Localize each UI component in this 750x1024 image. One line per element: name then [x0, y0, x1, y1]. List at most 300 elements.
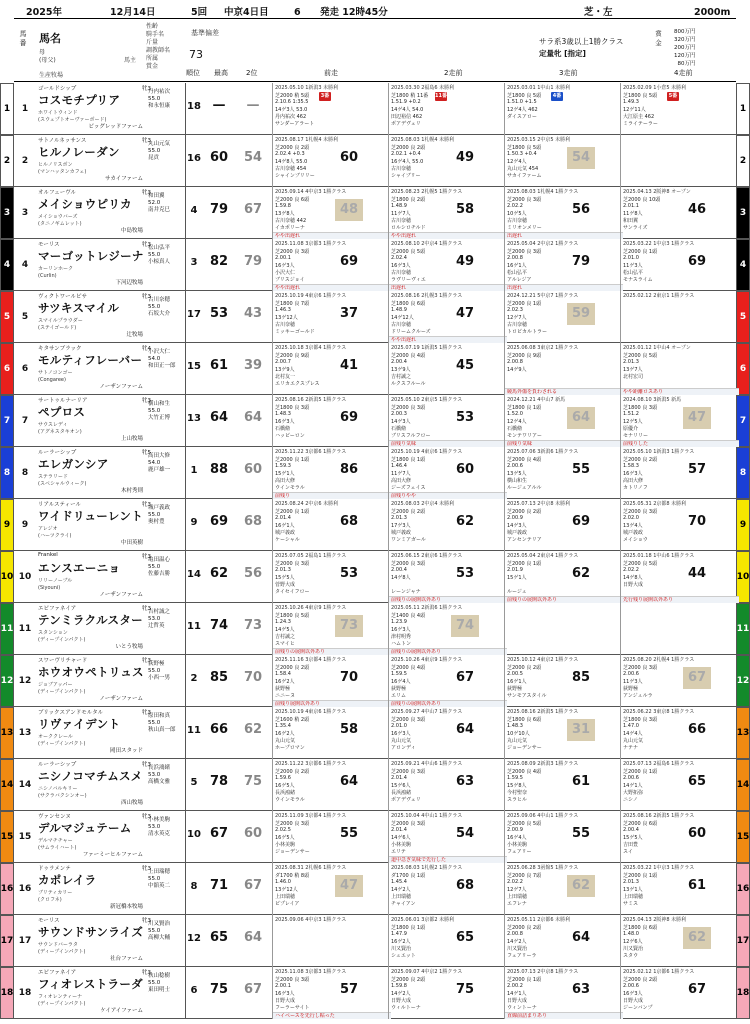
jockey-name: 荻野極: [148, 661, 165, 667]
past-index: 74: [451, 615, 479, 637]
past-winner: ブリスフルフロー: [391, 433, 431, 439]
horse-info: [36, 135, 186, 187]
past-race-2: [388, 395, 506, 447]
horse-name[interactable]: ニシノコマチムスメ: [38, 769, 143, 783]
past-course: 芝2000 良 2頭: [507, 925, 542, 931]
horse-name[interactable]: サツキスマイル: [38, 301, 120, 315]
past-jockey: 古川奈穂: [391, 270, 412, 276]
dam-name: スマイルプラウダー: [38, 318, 83, 324]
past-comment: 直線前詰まりあり: [505, 1012, 623, 1019]
past-index: 62: [455, 514, 475, 529]
past-date: 2025.08.09 2新潟3 1勝クラス: [507, 761, 579, 767]
past-time: 1.45.4: [391, 879, 407, 885]
past-winner: ハッピーロン: [275, 433, 305, 439]
past-date: 2025.05.04 2東京4 1勝クラス: [507, 553, 579, 559]
past-date: 2025.10.04 4中山1 1勝クラス: [391, 813, 463, 819]
horse-name[interactable]: コスモチプリア: [38, 93, 121, 107]
past-course: 芝1800 良 2頭: [391, 197, 426, 203]
race-class: サラ系3歳以上1勝クラス: [539, 37, 624, 46]
best-index: 75: [209, 982, 229, 997]
horse-name[interactable]: メイショウピリカ: [38, 197, 132, 211]
horse-row: [3, 291, 747, 343]
past-gate: 14ゲ2人: [391, 991, 411, 997]
past-jockey: 日野大成: [623, 998, 644, 1004]
past-index: 63: [455, 774, 475, 789]
past-jockey: 城戸義政: [391, 530, 412, 536]
past-gate: 15ゲ8人: [507, 783, 527, 789]
past-race-4: [620, 707, 738, 759]
horse-name[interactable]: ワイドリューレント: [38, 509, 143, 523]
trainer-name: 昆貢: [148, 155, 160, 161]
past-time: 1.59.5: [507, 775, 523, 781]
umaban-right: 10: [736, 551, 750, 603]
past-gate: 16ゲ3人: [275, 263, 295, 269]
dam-name: カーリンホーク: [38, 266, 74, 272]
past-winner: ブリスジョイ: [275, 277, 305, 283]
past-comment: やや出遅れ: [389, 232, 507, 239]
past-winner: モンテワリアー: [507, 433, 542, 439]
carried-weight: 55.0: [148, 148, 161, 154]
past-gate: 15ゲ1人: [275, 471, 295, 477]
past-jockey: 丹内祐次 462: [275, 114, 307, 120]
dam-name: サウンドバーラタ: [38, 942, 78, 948]
race-number: 6: [294, 7, 301, 18]
horse-info: [36, 759, 186, 811]
umaban: 13: [18, 728, 32, 738]
rank-label: 順位: [186, 69, 200, 77]
past-date: 2025.09.07 4中京2 1勝クラス: [391, 969, 463, 975]
trainer-name: 小椋真人: [148, 259, 171, 265]
dam-name: リリーノーブル: [38, 578, 73, 584]
past-jockey: 古川奈穂: [391, 322, 412, 328]
horse-name[interactable]: ホウオウペトリュス: [38, 665, 144, 679]
past-jockey: 吉村誠之: [275, 634, 296, 640]
horse-name[interactable]: リヴァイデント: [38, 717, 121, 731]
sire-name: ブリックスアンドモルタル: [38, 710, 104, 716]
rank-value: 13: [187, 413, 201, 424]
past-gate: 12ゲ7人: [507, 315, 527, 321]
sex-age: 牝3: [142, 138, 151, 144]
second-index: 62: [243, 722, 263, 737]
damsire-name: (マンハッタンカフェ): [38, 169, 87, 175]
col-damsire-label: (母父): [39, 57, 56, 64]
kijun-label: 基準偏差: [191, 29, 219, 37]
horse-name[interactable]: カポレイラ: [38, 873, 97, 887]
past-time: 2.01.3: [275, 567, 291, 573]
breeder-name: いとう牧場: [115, 644, 143, 650]
second-index: 64: [243, 410, 263, 425]
past-race-2: [388, 187, 506, 239]
past-index: 69: [339, 410, 359, 425]
past-gate: 13ゲ9人: [275, 367, 295, 373]
past-gate: 15ゲ5人: [623, 835, 643, 841]
past-winner: ミライテーラー: [623, 121, 658, 127]
jockey-label-affil: 所属: [146, 55, 159, 62]
past-index: 60: [455, 462, 475, 477]
past-index: 68: [455, 878, 475, 893]
horse-info: [36, 551, 186, 603]
horse-name[interactable]: モルティフレーバー: [38, 353, 143, 367]
jockey-block: [148, 141, 186, 162]
horse-name[interactable]: ヒルノレーダン: [38, 145, 120, 159]
past-time: 2.00.1: [275, 255, 291, 261]
horse-name[interactable]: エレガンシア: [38, 457, 109, 471]
past-gate: 14ゲ1人: [623, 783, 643, 789]
col-breeder-label: 生産牧場: [39, 72, 64, 79]
past-time: 1.51.0 +1.5: [507, 99, 537, 105]
past-race-3: [504, 499, 622, 551]
horse-row: [0, 967, 750, 1019]
past-jockey: 松山弘平: [623, 270, 644, 276]
past-index: 46: [687, 202, 707, 217]
past-winner: イカポリーナ: [275, 225, 305, 231]
past-time: 1.48.3: [275, 411, 291, 417]
breeder-name: 中島牧場: [120, 228, 143, 234]
past-jockey: 日野大成: [391, 998, 412, 1004]
past-date: 2025.11.22 3京都6 1勝クラス: [275, 449, 347, 455]
past-race-3: [504, 863, 622, 915]
past-gate: 10ゲ5人: [507, 211, 527, 217]
past-winner: シュエット: [391, 953, 416, 959]
dam-name: アレジオ: [38, 526, 58, 532]
jockey-label-sexage: 性齢: [146, 23, 159, 30]
past-position-badge: 4番: [552, 93, 562, 99]
past-course: 芝2000 良 3頭: [391, 821, 426, 827]
best-index: 65: [209, 930, 229, 945]
rank-value: 3: [190, 257, 198, 268]
past-winner: シャイブリー: [391, 173, 421, 179]
past-time: 1.48.9: [391, 307, 407, 313]
past-race-3: [504, 707, 622, 759]
past-date: 2025.04.13 2阪神8 未勝利: [623, 917, 687, 923]
past-jockey: 城戸義政: [507, 530, 528, 536]
past-course: 芝2000 良 7頭: [507, 873, 542, 879]
sire-name: ゴールドシップ: [38, 86, 77, 92]
umaban-right: 7: [736, 395, 750, 447]
past-time: 2.00.8: [507, 255, 523, 261]
trainer-name: 奥村豊: [148, 519, 165, 525]
past-gate: 14ゲ5人: [275, 627, 295, 633]
past-race-2: [388, 811, 506, 863]
past-course: 芝2000 良 4頭: [507, 769, 542, 775]
past-race-2: [388, 759, 506, 811]
past-winner: サカイファーム: [507, 173, 542, 179]
past-gate: 13ゲ8人: [275, 211, 295, 217]
past-time: 1.58.4: [275, 671, 291, 677]
past-race-3: [504, 915, 622, 967]
past-jockey: 北村友一: [275, 374, 296, 380]
horse-row: [0, 551, 750, 603]
past-index: 85: [571, 670, 591, 685]
prize-list: [674, 28, 696, 68]
past-jockey: 長浜鴻緒: [391, 790, 412, 796]
past-time: 2.02.0: [623, 515, 639, 521]
past-jockey: 丸山元気: [623, 738, 644, 744]
past-winner: タイセイフロー: [275, 589, 310, 595]
horse-row: [0, 915, 750, 967]
past-gate: 15ゲ5人: [275, 575, 295, 581]
past-time: 2.02.4 +0.3: [275, 151, 305, 157]
past-comment: 前残り: [273, 492, 391, 499]
past-course: 芝2000 稍 5頭: [275, 93, 310, 99]
breeder-name: サカイファーム: [105, 176, 143, 182]
second-index: 79: [243, 254, 263, 269]
past-course: 芝1800 良 3頭: [275, 405, 310, 411]
past-race-1: [272, 967, 390, 1019]
past-index: 67: [455, 670, 475, 685]
past-gate: 16ゲ5人: [275, 783, 295, 789]
past-winner: ジョーデンサー: [507, 745, 542, 751]
past-date: 2025.05.31 2京都8 未勝利: [623, 501, 687, 507]
jockey-label-name: 騎手名: [146, 31, 165, 38]
damsire-name: (ディープインパクト): [38, 1001, 86, 1007]
horse-name[interactable]: フィオレストラーダ: [38, 977, 143, 991]
jockey-block: [148, 557, 186, 578]
past-course: 芝2000 良 10頭: [623, 197, 661, 203]
past-gate: 16ゲ2人: [275, 679, 295, 685]
jockey-name: 丸山元気: [148, 141, 171, 147]
horse-row: [3, 343, 747, 395]
past-course: 芝2000 良 4頭: [507, 457, 542, 463]
prize-label: 賞金: [654, 30, 662, 49]
past-gate: 12ゲ4人: [507, 159, 527, 165]
jockey-block: [148, 609, 186, 630]
past-race-3: [504, 655, 622, 707]
umaban-right: 11: [736, 603, 750, 655]
horse-info: [36, 239, 186, 291]
past-course: 芝2000 良 1頭: [623, 249, 658, 255]
past-course: 芝2000 良 5頭: [623, 561, 658, 567]
past-jockey: 北村宏司: [623, 374, 644, 380]
past-jockey: 石橋脩: [507, 426, 523, 432]
horse-info: [36, 291, 186, 343]
dam-name: ヒルノリスボン: [38, 162, 73, 168]
past-time: 1.24.3: [275, 619, 291, 625]
past-comment: 出遅れ: [505, 284, 623, 291]
past-winner: ワンミアガール: [391, 537, 426, 543]
horse-row: [0, 655, 750, 707]
past-time: 1.59.3: [275, 463, 291, 469]
horse-row: [3, 499, 747, 551]
umaban-right: 5: [736, 291, 750, 343]
carried-weight: 53.0: [148, 824, 161, 830]
horse-name[interactable]: エンスエーニョ: [38, 561, 121, 575]
past-course: 芝2000 良 2頭: [391, 977, 426, 983]
past-time: 2.02.4: [391, 255, 407, 261]
past-time: 1.47.9: [391, 931, 407, 937]
past-course: 芝2000 良 1頭: [623, 873, 658, 879]
past-date: 2025.02.12 2東京1 1勝クラス: [623, 293, 695, 299]
past-time: 1.35.4: [275, 723, 291, 729]
umaban-left: 14: [0, 759, 14, 811]
past-date: 2025.08.16 2新潟5 1勝クラス: [275, 397, 347, 403]
sire-name: ルーラーシップ: [38, 762, 77, 768]
sex-age: 牝3: [142, 866, 151, 872]
carried-weight: 55.0: [148, 928, 161, 934]
past-date: 2024.08.10 3新潟5 新馬: [623, 397, 682, 403]
past-course: 芝2000 良 2頭: [507, 509, 542, 515]
damsire-name: (ディープインパクト): [38, 689, 86, 695]
past-gate: 13ゲ1人: [623, 887, 643, 893]
past-jockey: ダイスアロー: [507, 114, 537, 120]
past-winner: ジョーデンサー: [275, 849, 310, 855]
past-race-2: [388, 239, 506, 291]
best-index: 79: [209, 202, 229, 217]
past-date: 2025.01.12 1中山4 オープン: [623, 345, 691, 351]
past-course: 芝2000 良 3頭: [391, 769, 426, 775]
dam-info: [38, 266, 73, 280]
past-jockey: 城戸義政: [275, 530, 296, 536]
past-race-2: [388, 83, 506, 135]
past-winner: アンジュルラ: [623, 693, 653, 699]
umaban-left: 3: [0, 187, 14, 239]
past-race-1: [272, 915, 390, 967]
damsire-name: (サクラバクシンオー): [38, 793, 87, 799]
past-winner: ジーズフェイス: [391, 485, 426, 491]
jockey-name: 亀田温心: [148, 557, 171, 563]
umaban-right: 18: [736, 967, 750, 1019]
umaban-left: 1: [0, 83, 14, 135]
rank-value: 2: [190, 673, 198, 684]
past-comment: 先行残り展開以外あり: [621, 596, 739, 603]
past-jockey: 石橋脩: [275, 426, 291, 432]
umaban-left: 10: [0, 551, 14, 603]
second-index: 68: [243, 514, 263, 529]
past-race-3: [504, 395, 622, 447]
past-jockey: 津村明秀: [391, 634, 412, 640]
past-course: 芝1600 稍 2頭: [275, 717, 310, 723]
horse-name[interactable]: サウンドサンライズ: [38, 925, 144, 939]
rank-value: 17: [187, 309, 201, 320]
past-gate: 16ゲ3人: [391, 263, 411, 269]
past-index: 59: [567, 303, 595, 325]
past-date: 2025.06.15 2東京6 1勝クラス: [391, 553, 463, 559]
past-gate: 13ゲ12人: [275, 887, 298, 893]
past-gate: 14ゲ8人: [623, 575, 643, 581]
horse-name[interactable]: マーゴットレジーナ: [38, 249, 144, 263]
second-index: 60: [243, 826, 263, 841]
jockey-name: 上田瑞穂: [148, 869, 171, 875]
breeder-name: 岡田スタッド: [109, 748, 143, 754]
past-jockey: 上田瑞穂: [275, 894, 296, 900]
past-date: 2025.07.13 2中京8 1勝クラス: [507, 969, 579, 975]
horse-row: [0, 863, 750, 915]
trainer-name: 小西一男: [148, 675, 171, 681]
past-winner: カトリノフ: [623, 485, 648, 491]
umaban: 5: [21, 312, 29, 322]
sex-age: 牝4: [142, 346, 151, 352]
past-gate: 13ゲ5人: [507, 471, 527, 477]
past-winner: ニニーヌ: [275, 693, 296, 699]
past-comment: 前残り気味: [505, 440, 623, 447]
past-race-4: [620, 395, 738, 447]
past-winner: エフレナ: [507, 901, 527, 907]
past-course: 芝2000 良 3頭: [275, 821, 310, 827]
second-index: 39: [243, 358, 263, 373]
second-index: 60: [243, 462, 263, 477]
horse-name[interactable]: ペプロス: [38, 405, 86, 419]
past-winner: モナスライム: [623, 277, 653, 283]
horse-info: [36, 707, 186, 759]
dam-info: [38, 630, 85, 644]
past-course: 芝1800 良 5頭: [623, 93, 658, 99]
past-time: 2.01.9: [507, 567, 523, 573]
dam-info: [38, 682, 85, 696]
past-winner: サンモアスタイル: [507, 693, 547, 699]
past-race-1: [272, 603, 390, 655]
past-comment: 出遅れ: [505, 232, 623, 239]
past-time: 1.49.3: [623, 99, 639, 105]
breeder-name: ファーミーヒルファーム: [82, 852, 143, 858]
horse-name[interactable]: デルマジュテーム: [38, 821, 132, 835]
past-jockey: 日野大成: [275, 998, 296, 1004]
rank-value: 9: [190, 517, 198, 528]
past-course: 芝2000 良 1頭: [275, 457, 310, 463]
horse-info: [36, 343, 186, 395]
damsire-name: (ディープインパクト): [38, 949, 86, 955]
past-time: 1.46.4: [391, 463, 407, 469]
sex-age: 牝3: [142, 606, 151, 612]
umaban: 12: [18, 676, 32, 686]
past-gate: 12ゲ7人: [507, 887, 527, 893]
breeder-name: ノーザンファーム: [99, 384, 143, 390]
past-comment: やや出遅れ: [273, 284, 391, 291]
dam-name: デルマチチャー: [38, 838, 73, 844]
umaban: 2: [21, 156, 29, 166]
jockey-block: [148, 193, 186, 214]
past-time: 2.00.6: [623, 775, 639, 781]
past-index: 57: [687, 462, 707, 477]
past-race-2: [388, 551, 506, 603]
past-jockey: 小林美駒: [391, 842, 412, 848]
past-date: 2025.08.03 1札幌4 1勝クラス: [507, 189, 579, 195]
past-jockey: 吉田豊: [623, 842, 639, 848]
past-comment: 前残りの展開以外あり: [389, 700, 507, 707]
umaban-left: 9: [0, 499, 14, 551]
past-date: 2025.05.10 2東京5 1勝クラス: [391, 397, 463, 403]
horse-row: [0, 603, 750, 655]
past-winner: サミス: [623, 901, 639, 907]
past-index: 55: [339, 826, 359, 841]
past-index: 41: [339, 358, 359, 373]
past-date: 2025.05.11 2京都6 未勝利: [507, 917, 571, 923]
past-jockey: 古川奈穂: [507, 218, 528, 224]
sire-name: ルーラーシップ: [38, 450, 77, 456]
past-date: 2025.10.18 3京都4 1勝クラス: [275, 345, 347, 351]
past-date: 2025.03.22 1中京3 1勝クラス: [623, 241, 695, 247]
past-winner: スマイヒ: [275, 641, 295, 647]
past-course: 芝1800 良 1頭: [507, 405, 542, 411]
past-course: 芝2000 良 4頭: [391, 353, 426, 359]
trainer-name: 南井克巳: [148, 207, 171, 213]
past-gate: 16ゲ4人: [507, 835, 527, 841]
past-jockey: 石橋脩: [391, 426, 407, 432]
past-gate: 11ゲ8人: [623, 211, 643, 217]
breeder-name: 西山牧場: [120, 800, 143, 806]
umaban-right: 2: [736, 135, 750, 187]
past-gate: 16ゲ2人: [275, 731, 295, 737]
sire-name: ヴァンセンヌ: [38, 814, 71, 820]
sire-name: エピファネイア: [38, 606, 77, 612]
horse-name[interactable]: テンミラクルスター: [38, 613, 143, 627]
past-jockey: 上田瑞穂: [391, 894, 412, 900]
umaban-right: 1: [736, 83, 750, 135]
carried-weight: 54.0: [148, 460, 161, 466]
past-time: 2.00.4: [391, 359, 407, 365]
past-winner: ピプレイア: [275, 901, 300, 907]
sex-age: 牝3: [142, 814, 151, 820]
past-race-2: [388, 603, 506, 655]
